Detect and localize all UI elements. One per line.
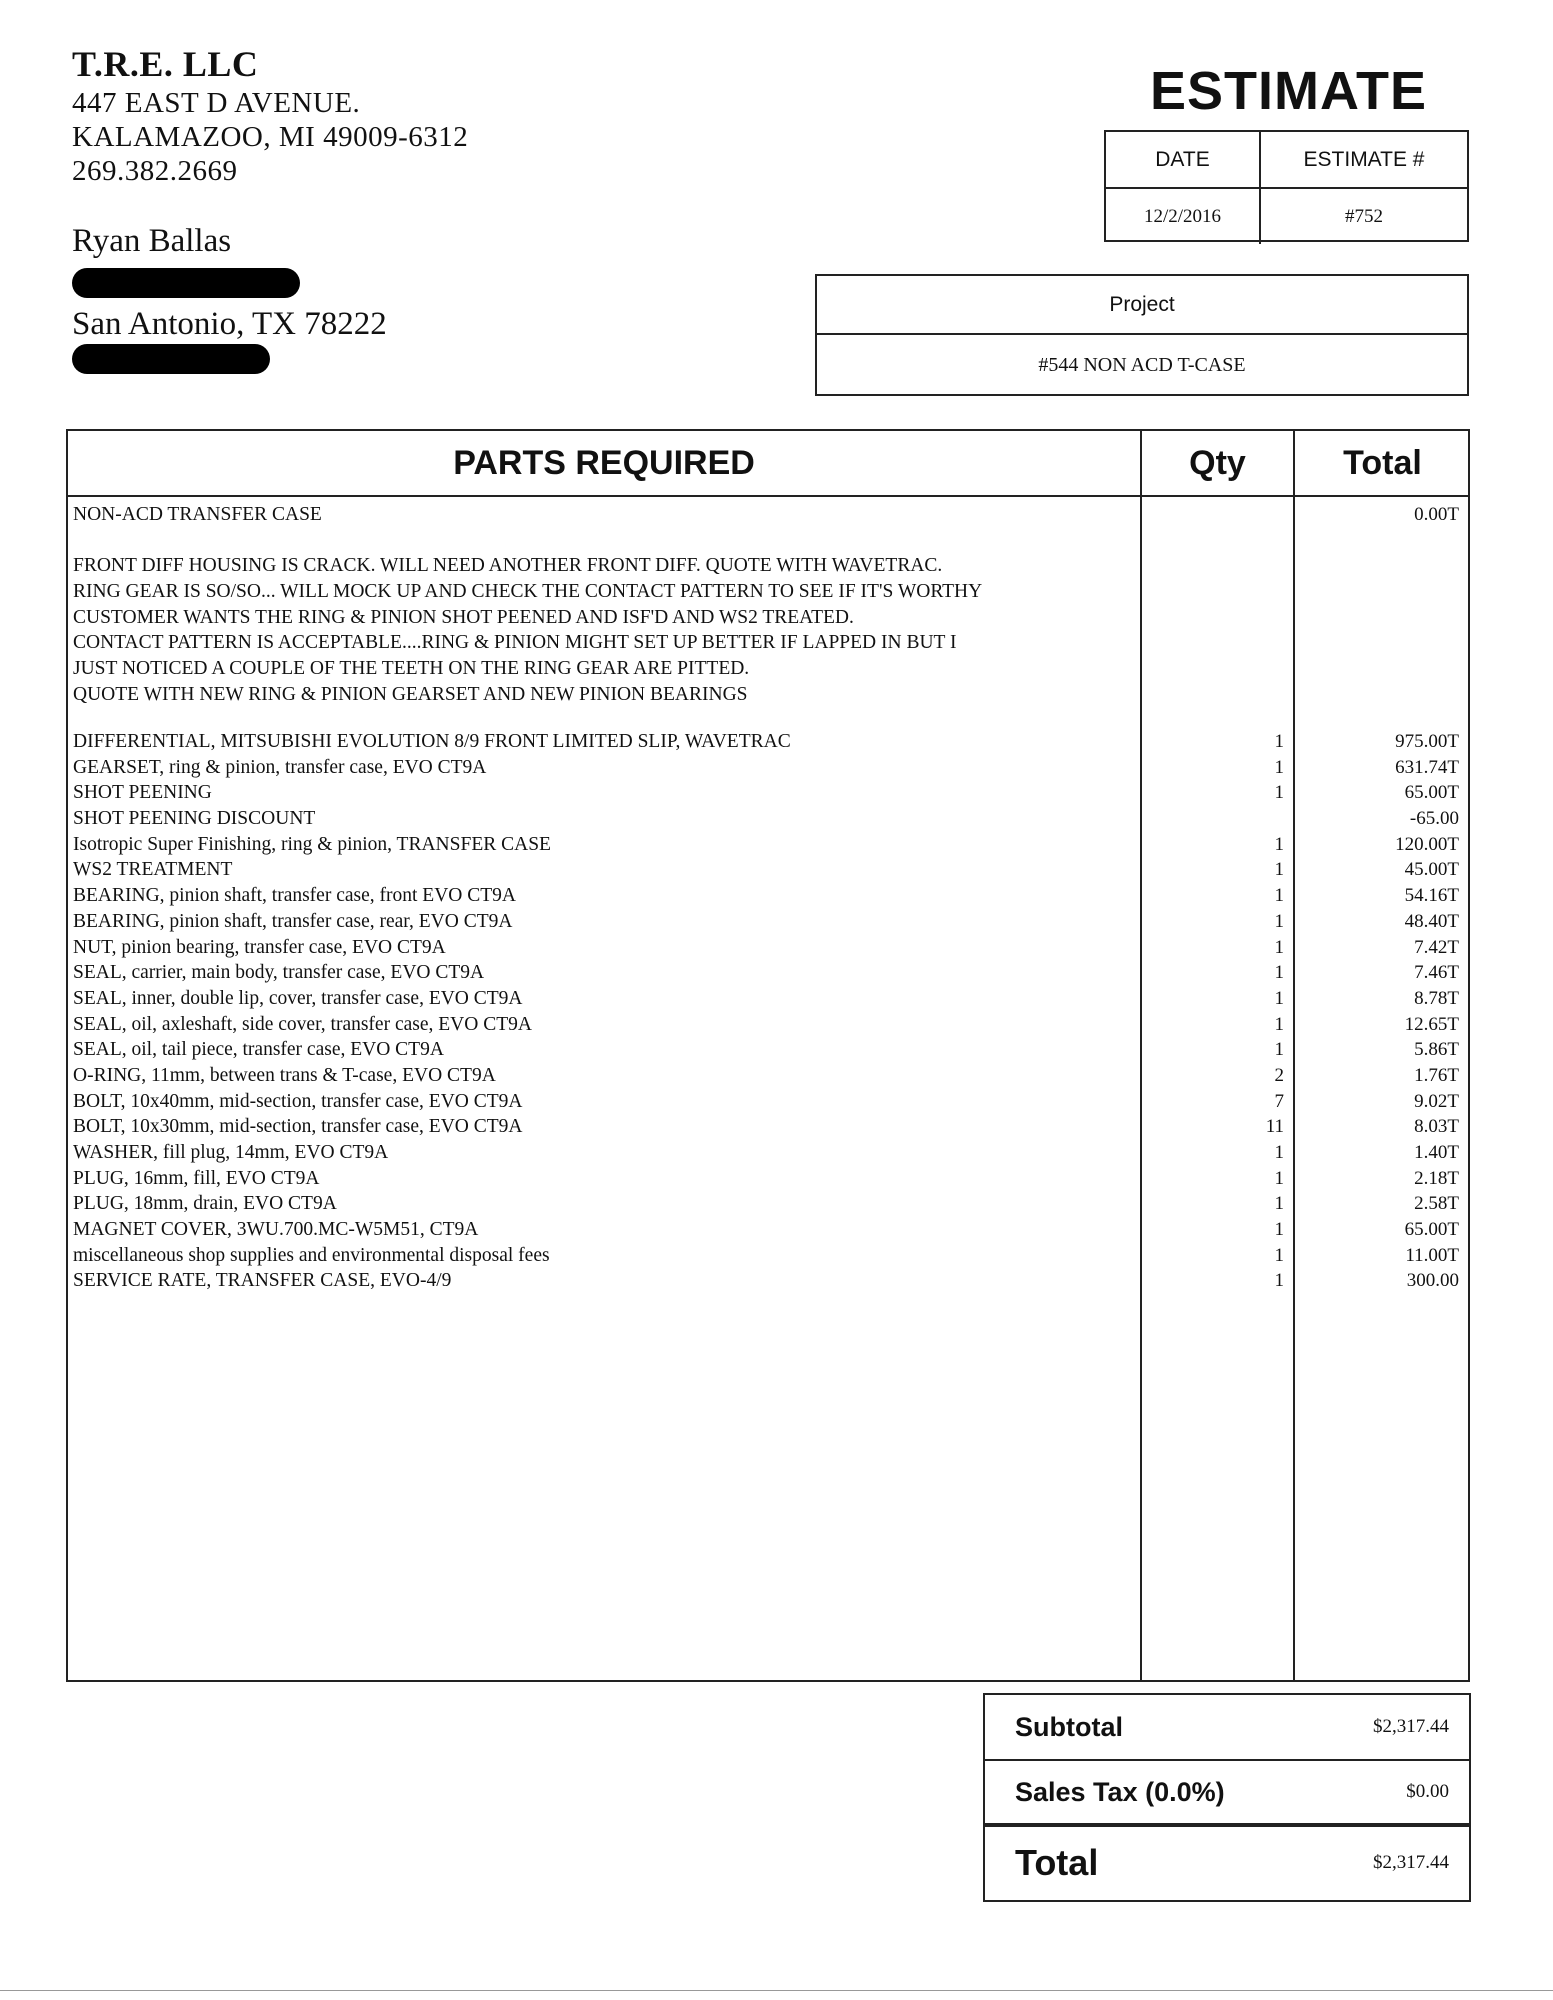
item-qty: 7 <box>1274 1090 1284 1112</box>
item-description: miscellaneous shop supplies and environmental disposal fees <box>73 1244 550 1266</box>
item-total: 5.86T <box>1414 1039 1459 1061</box>
table-row <box>68 1243 1468 1269</box>
item-qty: 1 <box>1274 756 1284 778</box>
item-description: WS2 TREATMENT <box>73 859 233 881</box>
item-description: GEARSET, ring & pinion, transfer case, EVO CT9A <box>73 756 487 778</box>
item-qty: 1 <box>1274 910 1284 932</box>
item-description: SHOT PEENING DISCOUNT <box>73 808 316 830</box>
table-row <box>68 806 1468 832</box>
item-description: SERVICE RATE, TRANSFER CASE, EVO-4/9 <box>73 1270 452 1292</box>
item-total: 65.00T <box>1404 1219 1459 1241</box>
project-value: #544 NON ACD T-CASE <box>1038 354 1246 376</box>
item-total: 2.18T <box>1414 1167 1459 1189</box>
estimate-info-box <box>1104 130 1469 242</box>
item-qty: 1 <box>1274 1193 1284 1215</box>
totals-box <box>983 1693 1471 1902</box>
date-label: DATE <box>1106 132 1261 187</box>
table-row <box>68 1217 1468 1243</box>
item-description: SEAL, carrier, main body, transfer case, EVO CT9A <box>73 962 485 984</box>
item-description: NUT, pinion bearing, transfer case, EVO CT9A <box>73 936 446 958</box>
table-row <box>68 1114 1468 1140</box>
sales-tax-row <box>985 1761 1469 1827</box>
company-name: T.R.E. LLC <box>72 44 259 84</box>
parts-table <box>66 429 1470 1682</box>
customer-block <box>72 220 231 262</box>
item-total: 45.00T <box>1404 859 1459 881</box>
item-qty: 1 <box>1274 859 1284 881</box>
table-row <box>68 832 1468 858</box>
table-row <box>68 1166 1468 1192</box>
item-qty: 1 <box>1274 1219 1284 1241</box>
note-line: FRONT DIFF HOUSING IS CRACK. WILL NEED ANOTHER FRONT DIFF. QUOTE WITH WAVETRAC. <box>73 555 943 577</box>
table-row <box>68 857 1468 883</box>
item-description: BEARING, pinion shaft, transfer case, rear, EVO CT9A <box>73 910 513 932</box>
project-box <box>815 274 1469 396</box>
header-parts-required: PARTS REQUIRED <box>453 443 755 482</box>
first-line-total: 0.00T <box>1414 504 1459 525</box>
subtotal-row <box>985 1695 1469 1761</box>
table-row <box>68 1191 1468 1217</box>
item-description: WASHER, fill plug, 14mm, EVO CT9A <box>73 1142 389 1163</box>
header-total: Total <box>1343 443 1422 482</box>
company-block <box>72 42 468 188</box>
item-total: -65.00 <box>1409 808 1459 830</box>
page-bottom-rule <box>0 1990 1553 1991</box>
item-description: SHOT PEENING <box>73 782 212 804</box>
item-qty: 1 <box>1274 731 1284 752</box>
item-qty: 1 <box>1274 1013 1284 1035</box>
item-total: 8.03T <box>1414 1116 1459 1138</box>
total-value: $2,317.44 <box>1373 1851 1449 1873</box>
item-description: BOLT, 10x30mm, mid-section, transfer case, EVO CT9A <box>73 1116 523 1138</box>
table-row <box>68 883 1468 909</box>
item-qty: 1 <box>1274 1270 1284 1292</box>
customer-city-state-zip: San Antonio, TX 78222 <box>72 306 387 342</box>
company-address-line-1: 447 EAST D AVENUE. <box>72 87 361 119</box>
item-description: BOLT, 10x40mm, mid-section, transfer case, EVO CT9A <box>73 1090 523 1112</box>
item-total: 54.16T <box>1404 885 1459 907</box>
table-row <box>68 909 1468 935</box>
item-total: 975.00T <box>1395 731 1459 752</box>
item-qty: 11 <box>1265 1116 1284 1138</box>
note-line: CUSTOMER WANTS THE RING & PINION SHOT PEENED AND ISF'D AND WS2 TREATED. <box>73 606 854 628</box>
table-row <box>68 1012 1468 1038</box>
item-description: SEAL, oil, tail piece, transfer case, EVO CT9A <box>73 1039 444 1061</box>
item-qty: 1 <box>1274 962 1284 984</box>
customer-name: Ryan Ballas <box>72 223 232 259</box>
item-description: Isotropic Super Finishing, ring & pinion, TRANSFER CASE <box>73 833 551 855</box>
item-description: PLUG, 16mm, fill, EVO CT9A <box>73 1167 320 1189</box>
item-qty: 2 <box>1274 1064 1284 1086</box>
item-total: 65.00T <box>1404 782 1459 804</box>
note-line: JUST NOTICED A COUPLE OF THE TEETH ON THE RING GEAR ARE PITTED. <box>73 658 750 680</box>
table-row <box>68 986 1468 1012</box>
redaction-bar <box>72 268 300 298</box>
item-total: 120.00T <box>1395 833 1459 855</box>
item-description: DIFFERENTIAL, MITSUBISHI EVOLUTION 8/9 FRONT LIMITED SLIP, WAVETRAC <box>73 731 791 752</box>
item-qty: 1 <box>1274 782 1284 804</box>
item-description: SEAL, inner, double lip, cover, transfer case, EVO CT9A <box>73 987 523 1009</box>
item-description: O-RING, 11mm, between trans & T-case, EVO CT9A <box>73 1064 496 1086</box>
item-total: 48.40T <box>1404 910 1459 932</box>
item-total: 2.58T <box>1414 1193 1459 1215</box>
item-qty: 1 <box>1274 1244 1284 1266</box>
item-description: PLUG, 18mm, drain, EVO CT9A <box>73 1193 337 1215</box>
table-row <box>68 780 1468 806</box>
company-phone: 269.382.2669 <box>72 155 238 187</box>
item-description: BEARING, pinion shaft, transfer case, front EVO CT9A <box>73 885 516 907</box>
item-total: 631.74T <box>1395 756 1459 778</box>
total-label: Total <box>1015 1841 1099 1883</box>
header-divider <box>68 495 1468 497</box>
table-row <box>68 1089 1468 1115</box>
first-line-item: NON-ACD TRANSFER CASE <box>73 504 322 525</box>
item-qty: 1 <box>1274 1142 1284 1163</box>
note-line: RING GEAR IS SO/SO... WILL MOCK UP AND CHECK THE CONTACT PATTERN TO SEE IF IT'S WORTHY <box>73 581 983 603</box>
item-total: 1.76T <box>1414 1064 1459 1086</box>
item-total: 1.40T <box>1414 1142 1459 1163</box>
table-row <box>68 935 1468 961</box>
item-total: 11.00T <box>1405 1244 1459 1266</box>
notes-area <box>73 502 1133 708</box>
table-row <box>68 960 1468 986</box>
table-row <box>68 1037 1468 1063</box>
item-qty: 1 <box>1274 885 1284 907</box>
sales-tax-label: Sales Tax (0.0%) <box>1015 1776 1225 1807</box>
subtotal-value: $2,317.44 <box>1373 1716 1449 1737</box>
item-total: 7.42T <box>1414 936 1459 958</box>
item-total: 8.78T <box>1414 987 1459 1009</box>
table-row <box>68 1063 1468 1089</box>
item-description: SEAL, oil, axleshaft, side cover, transfer case, EVO CT9A <box>73 1013 532 1035</box>
note-line: QUOTE WITH NEW RING & PINION GEARSET AND NEW PINION BEARINGS <box>73 683 748 705</box>
project-label: Project <box>817 276 1467 335</box>
item-qty: 1 <box>1274 1039 1284 1061</box>
redaction-bar <box>72 344 270 374</box>
item-total: 300.00 <box>1406 1270 1459 1292</box>
table-row <box>68 729 1468 755</box>
table-row <box>68 755 1468 781</box>
sales-tax-value: $0.00 <box>1406 1781 1449 1802</box>
item-qty: 1 <box>1274 987 1284 1009</box>
item-description: MAGNET COVER, 3WU.700.MC-W5M51, CT9A <box>73 1219 479 1241</box>
table-row <box>68 1140 1468 1166</box>
line-items <box>68 729 1468 1294</box>
header-qty: Qty <box>1189 443 1246 482</box>
subtotal-label: Subtotal <box>1015 1711 1123 1742</box>
estimate-number-value: #752 <box>1345 205 1383 227</box>
item-total: 12.65T <box>1404 1013 1459 1035</box>
item-total: 7.46T <box>1414 962 1459 984</box>
item-qty: 1 <box>1274 833 1284 855</box>
company-address-line-2: KALAMAZOO, MI 49009-6312 <box>72 121 469 153</box>
estimate-number-label: ESTIMATE # <box>1303 147 1425 171</box>
item-qty: 1 <box>1274 936 1284 958</box>
item-qty: 1 <box>1274 1167 1284 1189</box>
date-value: 12/2/2016 <box>1106 189 1261 244</box>
note-line: CONTACT PATTERN IS ACCEPTABLE....RING & PINION MIGHT SET UP BETTER IF LAPPED IN BUT I <box>73 632 957 654</box>
item-total: 9.02T <box>1414 1090 1459 1112</box>
table-row <box>68 1268 1468 1294</box>
document-title: ESTIMATE <box>1150 61 1427 121</box>
total-row <box>985 1827 1469 1898</box>
